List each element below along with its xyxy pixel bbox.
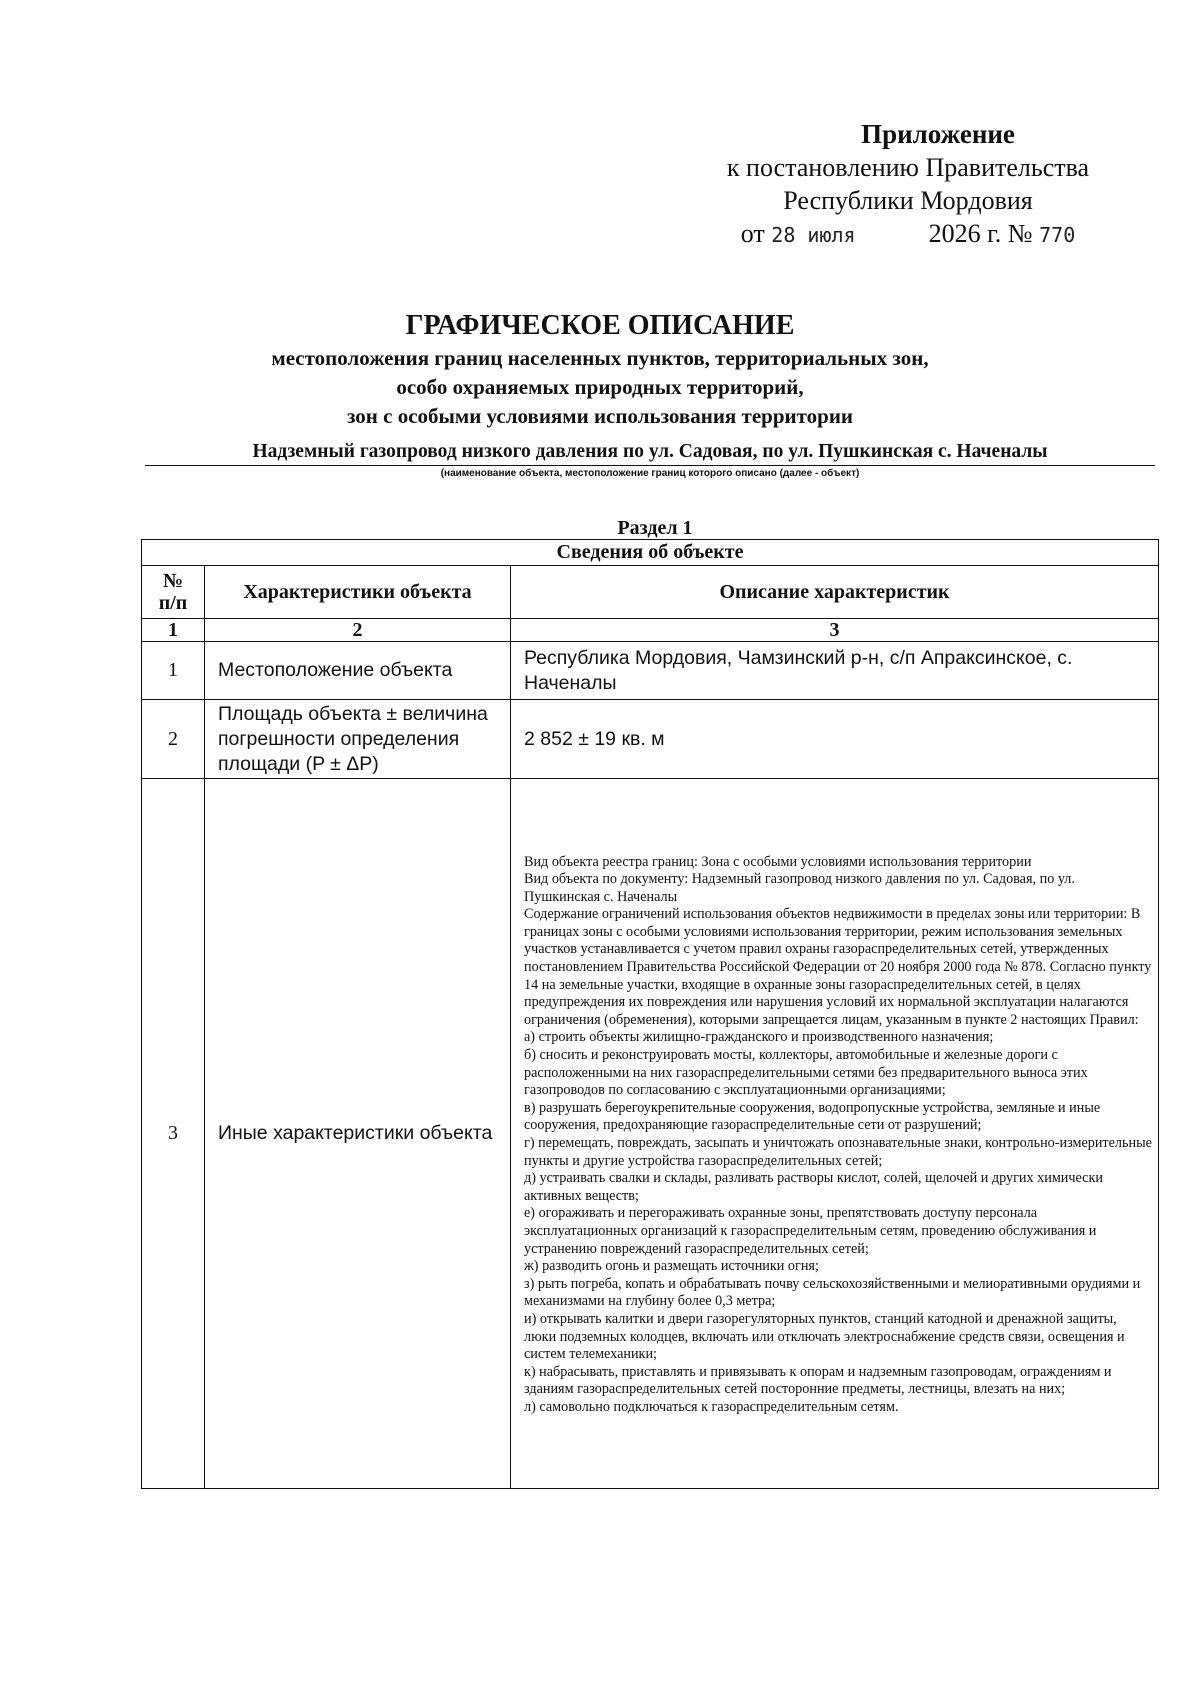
description-paragraph: б) сносить и реконструировать мосты, коллекторы, автомобильные и железные дороги с расположенными на них газораспределительными сетями без предварительного выноса этих газопроводов по согласованию с эксплуатационными организациями;: [524, 1047, 1088, 1099]
section-title: Раздел 1: [617, 517, 693, 539]
table-caption-row: [142, 540, 1159, 566]
description-paragraph: в) разрушать берегоукрепительные сооружения, водопропускные устройства, земляные и иные сооружения, предохраняющие газораспределительные сети от разрушений;: [524, 1099, 1101, 1134]
document-number: 770: [1039, 223, 1076, 247]
appendix-line-2: Республики Мордовия: [783, 186, 1033, 215]
object-info-table: [141, 539, 1159, 1489]
document-title: ГРАФИЧЕСКОЕ ОПИСАНИЕ: [405, 310, 795, 341]
table-row: [142, 700, 1159, 779]
subtitle-line-3: зон с особыми условиями использования территории: [346, 404, 854, 428]
appendix-line-1: к постановлению Правительства: [726, 153, 1090, 182]
column-number-3: 3: [511, 619, 1159, 642]
date-prefix: от: [740, 219, 765, 248]
header-number-line-2: п/п: [158, 592, 188, 614]
header-characteristics: Характеристики объекта: [205, 566, 511, 619]
description-paragraph: д) устраивать свалки и склады, разливать растворы кислот, солей, щелочей и других химически активных веществ;: [524, 1170, 1103, 1204]
appendix-date-line: [688, 217, 1128, 252]
appendix-block: [688, 118, 1128, 252]
row-characteristic: Площадь объекта ± величина погрешности определения площади (P ± ΔP): [205, 700, 511, 779]
table-header-row: [142, 566, 1159, 619]
table-row: [142, 779, 1159, 1489]
row-description-other: [511, 779, 1159, 1489]
description-paragraph: е) огораживать и перегораживать охранные зоны, препятствовать доступу персонала эксплуатационных организаций к газораспределительным сетям, проведению обслуживания и устранению повреждений газораспределительных сетей;: [524, 1205, 1097, 1257]
description-paragraph: г) перемещать, повреждать, засыпать и уничтожать опознавательные знаки, контрольно-измерительные пункты и другие устройства газораспределительных сетей;: [524, 1135, 1152, 1169]
row-description: Республика Мордовия, Чамзинский р-н, с/п Апраксинское, с. Наченалы: [511, 642, 1159, 700]
description-paragraph: Вид объекта по документу: Надземный газопровод низкого давления по ул. Садовая, по ул. Пушкинская с. Наченалы: [524, 871, 1075, 905]
column-number-1: 1: [142, 619, 205, 642]
table-row: [142, 642, 1159, 700]
subtitle-line-2: особо охраняемых природных территорий,: [396, 375, 804, 399]
row-number: 2: [142, 700, 205, 779]
table-caption: Сведения об объекте: [142, 540, 1159, 566]
description-paragraph: ж) разводить огонь и размещать источники огня;: [524, 1258, 819, 1275]
row-characteristic: Иные характеристики объекта: [205, 779, 511, 1489]
date-year: 2026 г. №: [928, 219, 1033, 248]
description-paragraph: Вид объекта реестра границ: Зона с особыми условиями использования территории: [524, 853, 1032, 870]
header-description: Описание характеристик: [511, 566, 1159, 619]
description-paragraph: з) рыть погреба, копать и обрабатывать почву сельскохозяйственными и мелиоративными орудиями и механизмами на глубину более 0,3 метра;: [524, 1275, 1141, 1310]
object-name: Надземный газопровод низкого давления по ул. Садовая, по ул. Пушкинская с. Наченалы: [145, 440, 1155, 466]
row-number: 3: [142, 779, 205, 1489]
description-paragraph: а) строить объекты жилищно-гражданского и производственного назначения;: [524, 1029, 994, 1046]
column-number-2: 2: [205, 619, 511, 642]
description-paragraph: Содержание ограничений использования объектов недвижимости в пределах зоны или территории: В границах зоны с особыми условиями использования территории, режим использования земельных участков устанавливается с учетом правил охраны газораспределительных сетей, утвержденных постановлением Правительства Российской Федерации от 20 ноября 2000 года № 878. Согласно пункту 14 на земельные участки, входящие в охранные зоны газораспределительных сетей, в целях предупреждения их повреждения или нарушения условий их нормальной эксплуатации налагаются ограничения (обременения), которыми запрещается лицам, указанным в пункте 2 настоящих Правил:: [524, 906, 1152, 1028]
column-numbers-row: [142, 619, 1159, 642]
header-number: [142, 566, 205, 619]
subtitle-line-1: местоположения границ населенных пунктов, территориальных зон,: [271, 346, 929, 370]
document-subtitle: [0, 344, 1200, 431]
description-paragraph: и) открывать калитки и двери газорегуляторных пунктов, станций катодной и дренажной защиты, люки подземных колодцев, включать или отключать электроснабжение средств связи, освещения и систем телемеханики;: [524, 1310, 1125, 1363]
date-day-month: 28 июля: [771, 223, 856, 247]
row-number: 1: [142, 642, 205, 700]
object-name-note: (наименование объекта, местоположение границ которого описано (далее - объект): [440, 468, 860, 479]
row-characteristic: Местоположение объекта: [205, 642, 511, 700]
description-paragraph: л) самовольно подключаться к газораспределительным сетям.: [524, 1398, 899, 1415]
description-paragraph: к) набрасывать, приставлять и привязывать к опорам и надземным газопроводам, ограждениям и зданиям газораспределительных сетей посторонние предметы, лестницы, влезать на них;: [524, 1363, 1112, 1398]
row-description: 2 852 ± 19 кв. м: [511, 700, 1159, 779]
appendix-title: Приложение: [861, 119, 1015, 149]
header-number-line-1: №: [162, 570, 184, 592]
